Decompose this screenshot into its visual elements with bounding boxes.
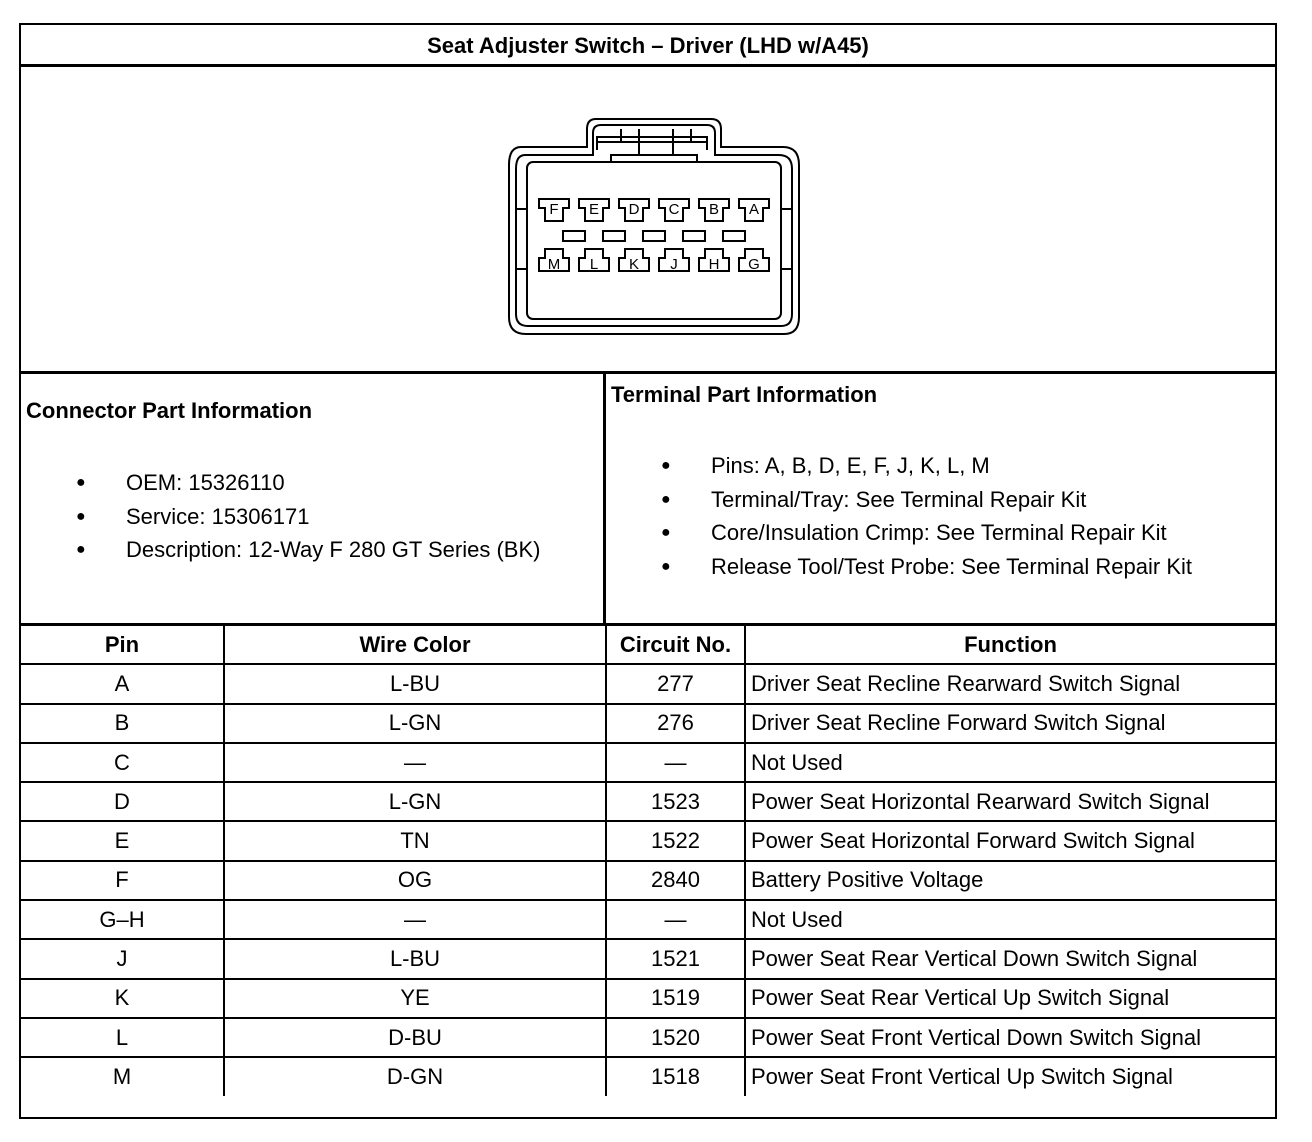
wire-color-cell: TN bbox=[224, 821, 606, 860]
pin-label: L bbox=[589, 256, 599, 273]
connector-part-information bbox=[21, 374, 606, 626]
pin-cavity bbox=[539, 249, 569, 273]
pin-label: B bbox=[708, 201, 720, 218]
bullet-icon: ● bbox=[76, 541, 86, 558]
column-header-function: Function bbox=[745, 626, 1275, 664]
pin-cavity bbox=[579, 249, 609, 273]
pin-cell: J bbox=[21, 939, 224, 978]
cavity-separator bbox=[723, 231, 745, 241]
function-cell: Not Used bbox=[745, 743, 1275, 782]
pin-label: D bbox=[628, 201, 640, 218]
wire-color-cell: OG bbox=[224, 861, 606, 900]
pin-cavity bbox=[619, 199, 649, 221]
function-cell: Power Seat Rear Vertical Up Switch Signal bbox=[745, 979, 1275, 1018]
list-item: ● Description: 12-Way F 280 GT Series (BK) bbox=[21, 533, 606, 567]
function-cell: Power Seat Horizontal Forward Switch Signal bbox=[745, 821, 1275, 860]
circuit-no-cell: 1518 bbox=[606, 1057, 745, 1095]
wire-color-cell: D-BU bbox=[224, 1018, 606, 1057]
connector-info-heading: Connector Part Information bbox=[26, 398, 313, 423]
function-cell: Power Seat Front Vertical Up Switch Signal bbox=[745, 1057, 1275, 1095]
terminal-info-list bbox=[606, 449, 1277, 583]
list-item: ● Release Tool/Test Probe: See Terminal Repair Kit bbox=[606, 550, 1277, 584]
function-cell: Power Seat Rear Vertical Down Switch Signal bbox=[745, 939, 1275, 978]
pin-label: G bbox=[748, 256, 760, 273]
circuit-no-cell: 1520 bbox=[606, 1018, 745, 1057]
function-cell: Driver Seat Recline Forward Switch Signal bbox=[745, 704, 1275, 743]
circuit-no-cell: 1522 bbox=[606, 821, 745, 860]
bullet-icon: ● bbox=[76, 507, 86, 525]
function-cell: Power Seat Horizontal Rearward Switch Signal bbox=[745, 782, 1275, 821]
pin-cell: D bbox=[21, 782, 224, 821]
pin-cell: M bbox=[21, 1057, 224, 1095]
connector-face-drawing bbox=[21, 67, 1275, 371]
wire-color-cell: — bbox=[224, 743, 606, 782]
column-header-circuit-no: Circuit No. bbox=[606, 626, 745, 664]
pinout-table bbox=[21, 626, 1275, 1096]
pin-label: M bbox=[547, 256, 561, 273]
cavity-separator bbox=[683, 231, 705, 241]
table-row bbox=[21, 782, 1275, 821]
cavity-separator bbox=[563, 231, 585, 241]
bullet-icon: ● bbox=[661, 490, 671, 508]
document-title: Seat Adjuster Switch – Driver (LHD w/A45) bbox=[21, 25, 1275, 67]
table-row bbox=[21, 1018, 1275, 1057]
table-row bbox=[21, 900, 1275, 939]
table-row bbox=[21, 821, 1275, 860]
circuit-no-cell: — bbox=[606, 900, 745, 939]
function-cell: Battery Positive Voltage bbox=[745, 861, 1275, 900]
wire-color-cell: L-BU bbox=[224, 664, 606, 703]
table-row bbox=[21, 939, 1275, 978]
pin-label: F bbox=[549, 201, 559, 218]
list-item: ● Service: 15306171 bbox=[21, 500, 606, 534]
table-header-row bbox=[21, 626, 1275, 664]
circuit-no-cell: 276 bbox=[606, 704, 745, 743]
wire-color-cell: L-GN bbox=[224, 782, 606, 821]
pin-cell: A bbox=[21, 664, 224, 703]
wire-color-cell: L-GN bbox=[224, 704, 606, 743]
bullet-icon: ● bbox=[661, 557, 671, 575]
column-header-wire-color: Wire Color bbox=[224, 626, 606, 664]
pin-cell: E bbox=[21, 821, 224, 860]
table-row bbox=[21, 743, 1275, 782]
pin-cavity bbox=[699, 249, 729, 273]
cavity-separator bbox=[643, 231, 665, 241]
function-cell: Not Used bbox=[745, 900, 1275, 939]
connector-info-list bbox=[21, 466, 606, 567]
connector-outer-shell bbox=[509, 119, 799, 334]
connector-diagram bbox=[21, 67, 1275, 374]
circuit-no-cell: 1523 bbox=[606, 782, 745, 821]
column-header-pin: Pin bbox=[21, 626, 224, 664]
pin-cell: B bbox=[21, 704, 224, 743]
pin-label: J bbox=[670, 256, 678, 273]
terminal-part-information bbox=[606, 374, 1277, 626]
circuit-no-cell: 1519 bbox=[606, 979, 745, 1018]
wire-color-cell: YE bbox=[224, 979, 606, 1018]
pin-cavity bbox=[699, 199, 729, 221]
pin-cavity bbox=[659, 199, 689, 221]
pin-cell: C bbox=[21, 743, 224, 782]
pin-cavity bbox=[659, 249, 689, 273]
bullet-icon: ● bbox=[76, 474, 86, 491]
bullet-icon: ● bbox=[661, 524, 671, 541]
pin-cell: F bbox=[21, 861, 224, 900]
pin-cavity bbox=[619, 249, 649, 273]
pin-cell: K bbox=[21, 979, 224, 1018]
circuit-no-cell: — bbox=[606, 743, 745, 782]
pin-label: C bbox=[668, 201, 680, 218]
pin-cavity bbox=[739, 249, 769, 273]
connector-document bbox=[19, 23, 1277, 1119]
list-item: ● Pins: A, B, D, E, F, J, K, L, M bbox=[606, 449, 1277, 483]
function-cell: Power Seat Front Vertical Down Switch Signal bbox=[745, 1018, 1275, 1057]
list-item: ● Terminal/Tray: See Terminal Repair Kit bbox=[606, 483, 1277, 517]
pin-label: E bbox=[588, 201, 600, 218]
function-cell: Driver Seat Recline Rearward Switch Signal bbox=[745, 664, 1275, 703]
circuit-no-cell: 1521 bbox=[606, 939, 745, 978]
terminal-info-heading: Terminal Part Information bbox=[611, 382, 878, 407]
table-row bbox=[21, 1057, 1275, 1095]
table-row bbox=[21, 979, 1275, 1018]
table-row bbox=[21, 664, 1275, 703]
pin-cell: L bbox=[21, 1018, 224, 1057]
wire-color-cell: L-BU bbox=[224, 939, 606, 978]
wire-color-cell: D-GN bbox=[224, 1057, 606, 1095]
pin-cavity bbox=[539, 199, 569, 221]
pin-cell: G–H bbox=[21, 900, 224, 939]
pin-cavity bbox=[579, 199, 609, 221]
list-item: ● OEM: 15326110 bbox=[21, 466, 606, 500]
latch bbox=[597, 129, 707, 162]
table-row bbox=[21, 861, 1275, 900]
pin-label: H bbox=[708, 256, 720, 273]
circuit-no-cell: 277 bbox=[606, 664, 745, 703]
bullet-icon: ● bbox=[661, 457, 671, 474]
table-row bbox=[21, 704, 1275, 743]
list-item: ● Core/Insulation Crimp: See Terminal Repair Kit bbox=[606, 516, 1277, 550]
pin-cavity bbox=[739, 199, 769, 221]
pin-label: K bbox=[628, 256, 640, 273]
cavity-separator bbox=[603, 231, 625, 241]
pin-label: A bbox=[748, 201, 760, 218]
circuit-no-cell: 2840 bbox=[606, 861, 745, 900]
wire-color-cell: — bbox=[224, 900, 606, 939]
